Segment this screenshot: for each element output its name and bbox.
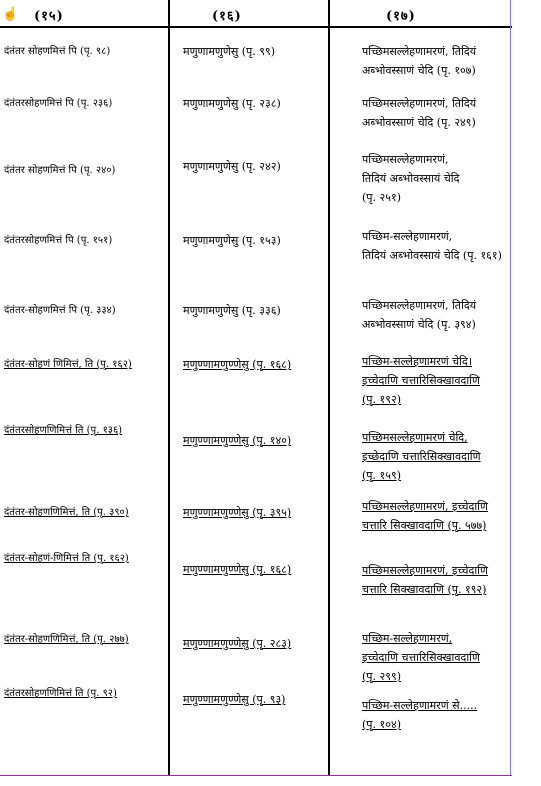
cell-col17-line: पच्छिम-सल्लेहणामरणं, [362,230,453,243]
cell-col16: मणुणामणुणेसु (पृ. २३८) [183,97,281,110]
column-divider-2 [328,0,330,775]
cell-col17-line: (पृ. २९९) [362,670,401,683]
cell-col16: मणुण्णामणुण्णेसु (पृ. १४०) [183,434,292,447]
hand-cursor-icon: ☝ [2,7,19,22]
cell-col15: दंतंतर सोहणमित्तं पि (पृ. २४०) [4,165,116,176]
cell-col17-line: पच्छिमसल्लेहणामरणं, इच्चेदाणि [362,564,488,577]
cell-col17-line: चत्तारि सिक्खावदाणि (पृ. १९२) [362,583,487,596]
cell-col16: मणुण्णामणुण्णेसु (पृ. ९३) [183,693,286,706]
cell-col17-line: तिदियं अब्भोवस्सायं चेदि [362,172,460,185]
cell-col17-line: इच्चेदाणि चत्तारिसिक्खावदाणि [362,374,480,387]
cell-col17-line: अब्भोवस्साणं चेदि (पृ. १०७) [362,64,476,77]
cell-col16: मणुणामणुणेसु (पृ. ३३६) [183,304,281,317]
cell-col17-line: इच्चेदाणि चत्तारिसिक्खावदाणि [362,651,480,664]
cell-col15: दंतंतरसोहणणिमित्तं ति (पृ. १३६) [4,425,123,436]
column-header-17: (१७) [386,9,416,24]
page-edge-bottom [0,775,512,776]
cell-col15: दंतंतर-सोहणणिमित्तं, ति (पृ. ३९०) [4,507,129,518]
cell-col15: दंतंतरसोहणणिमित्तं ति (पृ. ९२) [4,688,117,699]
column-divider-1 [168,0,170,775]
cell-col17-line: पच्छिमसल्लेहणामरणं, तिदियं [362,299,477,312]
cell-col16: मणुणामणुणेसु (पृ. १५३) [183,234,281,247]
cell-col15: दंतंतरसोहणमित्तं पि (पृ. २३६) [4,98,113,109]
cell-col15: दंतंतर-सोहणं-णिमित्तं ति (पृ. १६२) [4,553,129,564]
cell-col15: दंतंतरसोहणमित्तं पि (पृ. १५१) [4,235,113,246]
cell-col17-line: पच्छिमसल्लेहणामरणं, [362,153,449,166]
cell-col16: मणुण्णामणुण्णेसु (पृ. ३९५) [183,506,292,519]
cell-col17-line: तिदियं अब्भोवस्सायं चेदि (पृ. १६१) [362,249,502,262]
cell-col17-line: पच्छिमसल्लेहणामरणं, तिदियं [362,45,477,58]
cell-col17-line: पच्छिम-सल्लेहणामरणं, [362,632,453,645]
cell-col17-line: पच्छिमसल्लेहणामरणं, इच्चेदाणि [362,500,488,513]
cell-col17-line: अब्भोवस्साणं चेदि (पृ. २४९) [362,116,476,129]
cell-col17-line: अब्भोवस्साणं चेदि (पृ. ३९४) [362,318,476,331]
page-edge-right [510,0,511,776]
cell-col17-line: (पृ. १०४) [362,718,401,731]
cell-col15: दंतंतर-सोहणमित्तं पि (पृ. ३३४) [4,305,116,316]
header-divider [0,26,512,28]
cell-col16: मणुणामणुणेसु (पृ. २४२) [183,160,281,173]
cell-col16: मणुण्णामणुण्णेसु (पृ. १६८) [183,563,292,576]
cell-col17-line: चत्तारि सिक्खावदाणि (पृ. ५७७) [362,519,487,532]
cell-col15: दंतंतर-सोहणणिमित्तं, ति (पृ. २७७) [4,634,129,645]
cell-col15: दंतंतर-सोहणं णिमित्तं, ति (पृ. १६२) [4,359,132,370]
column-header-16: (१६) [212,9,242,24]
cell-col17-line: इच्छेदाणि चत्तारिसिक्खावदाणि [362,450,481,463]
cell-col17-line: (पृ. १५९) [362,469,401,482]
cell-col15: दंतंतर सोहणमित्तं पि (पृ. ९८) [4,46,111,57]
cell-col16: मणुणामणुणेसु (पृ. ९९) [183,45,276,58]
cell-col17-line: (पृ. १९२) [362,393,401,406]
cell-col17-line: पच्छिमसल्लेहणामरणं चेदि, [362,431,468,444]
cell-col17-line: पच्छिमसल्लेहणामरणं, तिदियं [362,97,477,110]
cell-col17-line: (पृ. २५१) [362,191,401,204]
cell-col16: मणुण्णामणुण्णेसु (पृ. २८३) [183,637,292,650]
cell-col16: मणुण्णामणुण्णेसु (पृ. १६८) [183,358,292,371]
column-header-15: (१५) [34,9,64,24]
cell-col17-line: पच्छिम-सल्लेहणामरणं से..... [362,699,478,712]
cell-col17-line: पच्छिम-सल्लेहणामरणं चेदि। [362,355,473,368]
